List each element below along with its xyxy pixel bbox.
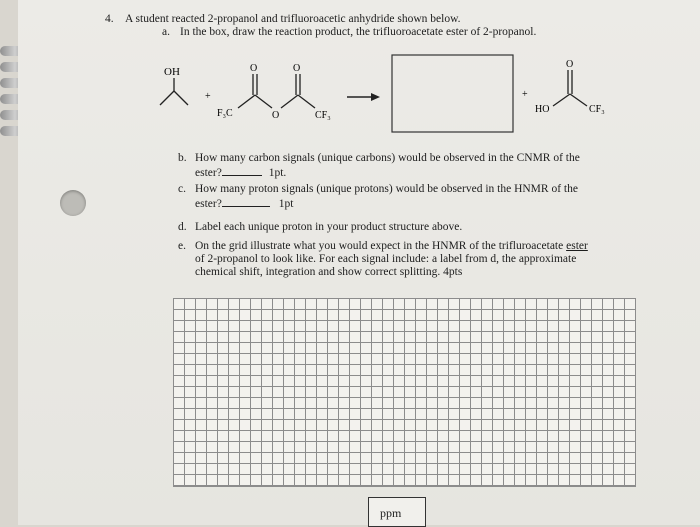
ho-label: HO	[535, 104, 550, 115]
2-propanol-structure	[160, 78, 188, 105]
carbonyl-oxygen-1: O	[250, 63, 258, 74]
ppm-axis-label: ppm	[380, 506, 402, 520]
part-c-answer-line	[195, 196, 293, 211]
hnmr-drawing-grid[interactable]	[173, 298, 636, 487]
plus-sign-2: +	[522, 89, 528, 100]
f3c-label: F₃C	[217, 108, 233, 119]
question-prompt: A student reacted 2-propanol and trifluoroacetic anhydride shown below.	[125, 13, 461, 25]
hydroxyl-label: OH	[164, 66, 180, 78]
cf3-label-2: CF₃	[589, 104, 605, 115]
acid-carbonyl-oxygen: O	[566, 59, 574, 70]
part-e-line-3: chemical shift, integration and show correct splitting. 4pts	[195, 266, 463, 278]
question-number: 4.	[105, 13, 114, 25]
part-e-line-1	[195, 240, 588, 253]
reaction-scheme	[0, 0, 700, 150]
trifluoroacetic-acid-structure	[553, 70, 587, 106]
product-answer-box[interactable]	[392, 55, 513, 132]
reaction-arrow	[347, 93, 380, 101]
part-b-points: 1pt.	[268, 167, 287, 179]
part-a-text: In the box, draw the reaction product, the trifluoroacetate ester of 2-propanol.	[180, 26, 537, 38]
part-b-letter: b.	[178, 152, 187, 164]
bridging-oxygen: O	[272, 110, 280, 121]
part-c-question: How many proton signals (unique protons) would be observed in the HNMR of the	[195, 183, 578, 195]
part-d-letter: d.	[178, 221, 187, 233]
part-c-points: 1pt	[278, 198, 294, 210]
ppm-axis-label-box	[368, 497, 426, 527]
part-e-line-1-text: On the grid illustrate what you would expect in the HNMR of the trifluroacetate	[195, 240, 567, 252]
part-e-line-2: of 2-propanol to look like. For each signal include: a label from d, the approximate	[195, 253, 577, 265]
punch-hole	[60, 190, 86, 216]
part-b-question: How many carbon signals (unique carbons) would be observed in the CNMR of the	[195, 152, 580, 164]
part-b-answer-line	[195, 165, 286, 180]
part-c-answer-blank[interactable]	[222, 196, 270, 207]
part-b-answer-blank[interactable]	[222, 165, 262, 176]
anhydride-structure	[238, 74, 315, 108]
part-c-ester-label: ester?	[195, 198, 222, 210]
part-d-text: Label each unique proton in your product structure above.	[195, 221, 463, 233]
part-c-letter: c.	[178, 183, 186, 195]
part-e-underlined-word: ester	[566, 240, 588, 252]
carbonyl-oxygen-2: O	[293, 63, 301, 74]
part-a-letter: a.	[162, 26, 170, 38]
plus-sign-1: +	[205, 91, 211, 102]
cf3-label-1: CF₃	[315, 110, 331, 121]
part-e-letter: e.	[178, 240, 186, 252]
part-b-ester-label: ester?	[195, 167, 222, 179]
